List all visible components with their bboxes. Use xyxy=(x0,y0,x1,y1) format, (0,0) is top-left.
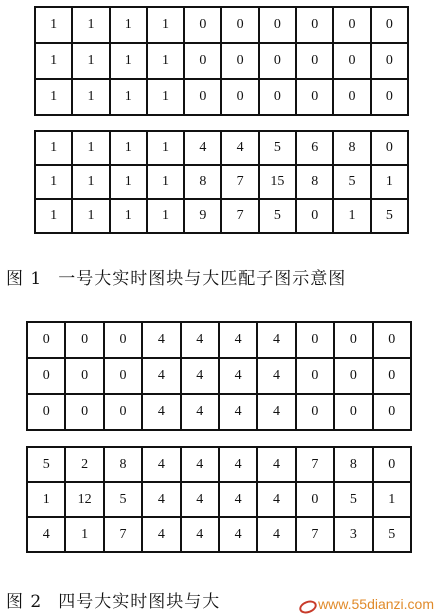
grid-cell: 1 xyxy=(110,43,147,79)
figure2-bottom-grid xyxy=(26,446,412,553)
grid-cell: 0 xyxy=(221,7,258,43)
grid-cell: 3 xyxy=(334,517,372,552)
grid-cell: 4 xyxy=(257,394,295,430)
grid-cell: 0 xyxy=(104,322,142,358)
grid-cell: 0 xyxy=(259,7,296,43)
grid-cell: 4 xyxy=(221,131,258,165)
grid-cell: 4 xyxy=(142,447,180,482)
grid-cell: 0 xyxy=(373,447,411,482)
grid-cell: 5 xyxy=(373,517,411,552)
grid-cell: 8 xyxy=(184,165,221,199)
grid-cell: 0 xyxy=(296,79,333,115)
grid-cell: 1 xyxy=(110,199,147,233)
grid-cell: 0 xyxy=(334,322,372,358)
grid-cell: 4 xyxy=(27,517,65,552)
grid-cell: 4 xyxy=(181,394,219,430)
grid-cell: 0 xyxy=(373,322,411,358)
grid-cell: 0 xyxy=(184,79,221,115)
grid-cell: 0 xyxy=(27,322,65,358)
grid-cell: 4 xyxy=(257,358,295,394)
grid-cell: 1 xyxy=(110,131,147,165)
grid-cell: 0 xyxy=(333,79,370,115)
grid-cell: 0 xyxy=(371,79,408,115)
grid-cell: 0 xyxy=(184,43,221,79)
grid-cell: 1 xyxy=(147,131,184,165)
grid-cell: 0 xyxy=(27,358,65,394)
grid-cell: 0 xyxy=(296,322,334,358)
grid-cell: 4 xyxy=(181,322,219,358)
grid-cell: 1 xyxy=(35,7,72,43)
grid-cell: 1 xyxy=(35,165,72,199)
grid-cell: 0 xyxy=(296,394,334,430)
grid-cell: 5 xyxy=(333,165,370,199)
grid-row xyxy=(27,394,411,430)
figure1-caption-number: 图 1 xyxy=(6,269,43,289)
grid-row xyxy=(35,131,408,165)
grid-cell: 0 xyxy=(296,43,333,79)
figure2-top-grid xyxy=(26,321,412,431)
grid-cell: 1 xyxy=(147,43,184,79)
figure2-caption-number: 图 2 xyxy=(6,592,43,612)
grid-cell: 1 xyxy=(147,7,184,43)
grid-cell: 5 xyxy=(104,482,142,517)
grid-row xyxy=(27,358,411,394)
grid-cell: 0 xyxy=(259,43,296,79)
grid-cell: 0 xyxy=(296,7,333,43)
grid-cell: 1 xyxy=(333,199,370,233)
grid-cell: 4 xyxy=(257,517,295,552)
grid-cell: 1 xyxy=(110,79,147,115)
grid-row xyxy=(27,517,411,552)
grid-cell: 0 xyxy=(371,7,408,43)
figure1-bottom-grid xyxy=(34,130,409,234)
grid-cell: 4 xyxy=(142,517,180,552)
grid-row xyxy=(35,165,408,199)
grid-cell: 5 xyxy=(334,482,372,517)
grid-row xyxy=(27,482,411,517)
grid-cell: 4 xyxy=(219,322,257,358)
grid-cell: 0 xyxy=(104,394,142,430)
grid-cell: 4 xyxy=(181,358,219,394)
grid-cell: 1 xyxy=(72,199,109,233)
grid-row xyxy=(35,7,408,43)
grid-cell: 4 xyxy=(142,394,180,430)
grid-cell: 4 xyxy=(181,517,219,552)
grid-row xyxy=(35,79,408,115)
grid-cell: 4 xyxy=(184,131,221,165)
grid-cell: 4 xyxy=(219,447,257,482)
figure2-caption-text: 四号大实时图块与大 xyxy=(58,592,221,612)
grid-cell: 1 xyxy=(35,199,72,233)
figure1-caption-text: 一号大实时图块与大匹配子图示意图 xyxy=(58,269,347,289)
grid-cell: 0 xyxy=(65,394,103,430)
grid-cell: 1 xyxy=(110,7,147,43)
grid-cell: 0 xyxy=(371,131,408,165)
grid-cell: 8 xyxy=(104,447,142,482)
grid-cell: 15 xyxy=(259,165,296,199)
grid-cell: 4 xyxy=(142,482,180,517)
grid-cell: 1 xyxy=(373,482,411,517)
grid-cell: 1 xyxy=(72,165,109,199)
grid-cell: 7 xyxy=(221,165,258,199)
grid-cell: 2 xyxy=(65,447,103,482)
grid-cell: 12 xyxy=(65,482,103,517)
figure1-caption xyxy=(6,264,346,289)
figure2-caption xyxy=(6,587,220,612)
grid-cell: 1 xyxy=(72,79,109,115)
grid-cell: 8 xyxy=(333,131,370,165)
grid-cell: 4 xyxy=(257,447,295,482)
grid-cell: 1 xyxy=(371,165,408,199)
grid-cell: 9 xyxy=(184,199,221,233)
grid-cell: 4 xyxy=(219,517,257,552)
grid-cell: 7 xyxy=(221,199,258,233)
grid-cell: 1 xyxy=(35,79,72,115)
grid-cell: 0 xyxy=(65,358,103,394)
grid-cell: 1 xyxy=(147,199,184,233)
grid-cell: 7 xyxy=(296,517,334,552)
grid-cell: 4 xyxy=(219,358,257,394)
grid-cell: 1 xyxy=(147,79,184,115)
grid-cell: 5 xyxy=(371,199,408,233)
grid-cell: 7 xyxy=(104,517,142,552)
grid-cell: 4 xyxy=(219,482,257,517)
grid-cell: 1 xyxy=(72,131,109,165)
grid-cell: 0 xyxy=(221,43,258,79)
grid-cell: 8 xyxy=(334,447,372,482)
figure1-top-grid xyxy=(34,6,409,116)
grid-cell: 6 xyxy=(296,131,333,165)
grid-cell: 0 xyxy=(373,394,411,430)
grid-cell: 1 xyxy=(110,165,147,199)
grid-cell: 1 xyxy=(72,43,109,79)
grid-cell: 1 xyxy=(72,7,109,43)
grid-cell: 5 xyxy=(259,131,296,165)
grid-cell: 5 xyxy=(259,199,296,233)
grid-cell: 0 xyxy=(333,7,370,43)
grid-cell: 0 xyxy=(371,43,408,79)
grid-cell: 0 xyxy=(334,394,372,430)
grid-cell: 0 xyxy=(27,394,65,430)
grid-cell: 0 xyxy=(65,322,103,358)
watermark-text: www.55dianzi.com xyxy=(318,596,434,612)
grid-cell: 1 xyxy=(35,131,72,165)
site-watermark[interactable] xyxy=(299,596,434,612)
grid-row xyxy=(35,199,408,233)
grid-cell: 4 xyxy=(219,394,257,430)
grid-cell: 1 xyxy=(27,482,65,517)
grid-cell: 0 xyxy=(221,79,258,115)
grid-cell: 0 xyxy=(104,358,142,394)
grid-cell: 8 xyxy=(296,165,333,199)
grid-row xyxy=(35,43,408,79)
grid-cell: 1 xyxy=(147,165,184,199)
grid-cell: 0 xyxy=(184,7,221,43)
grid-cell: 0 xyxy=(334,358,372,394)
grid-cell: 1 xyxy=(35,43,72,79)
grid-cell: 0 xyxy=(296,482,334,517)
grid-cell: 0 xyxy=(373,358,411,394)
grid-cell: 0 xyxy=(333,43,370,79)
grid-cell: 4 xyxy=(257,322,295,358)
grid-row xyxy=(27,322,411,358)
grid-row xyxy=(27,447,411,482)
grid-cell: 5 xyxy=(27,447,65,482)
grid-cell: 0 xyxy=(296,358,334,394)
grid-cell: 4 xyxy=(257,482,295,517)
grid-cell: 4 xyxy=(142,322,180,358)
grid-cell: 7 xyxy=(296,447,334,482)
logo-swoosh-icon xyxy=(299,599,315,611)
grid-cell: 4 xyxy=(142,358,180,394)
grid-cell: 4 xyxy=(181,482,219,517)
grid-cell: 0 xyxy=(259,79,296,115)
grid-cell: 0 xyxy=(296,199,333,233)
grid-cell: 1 xyxy=(65,517,103,552)
grid-cell: 4 xyxy=(181,447,219,482)
